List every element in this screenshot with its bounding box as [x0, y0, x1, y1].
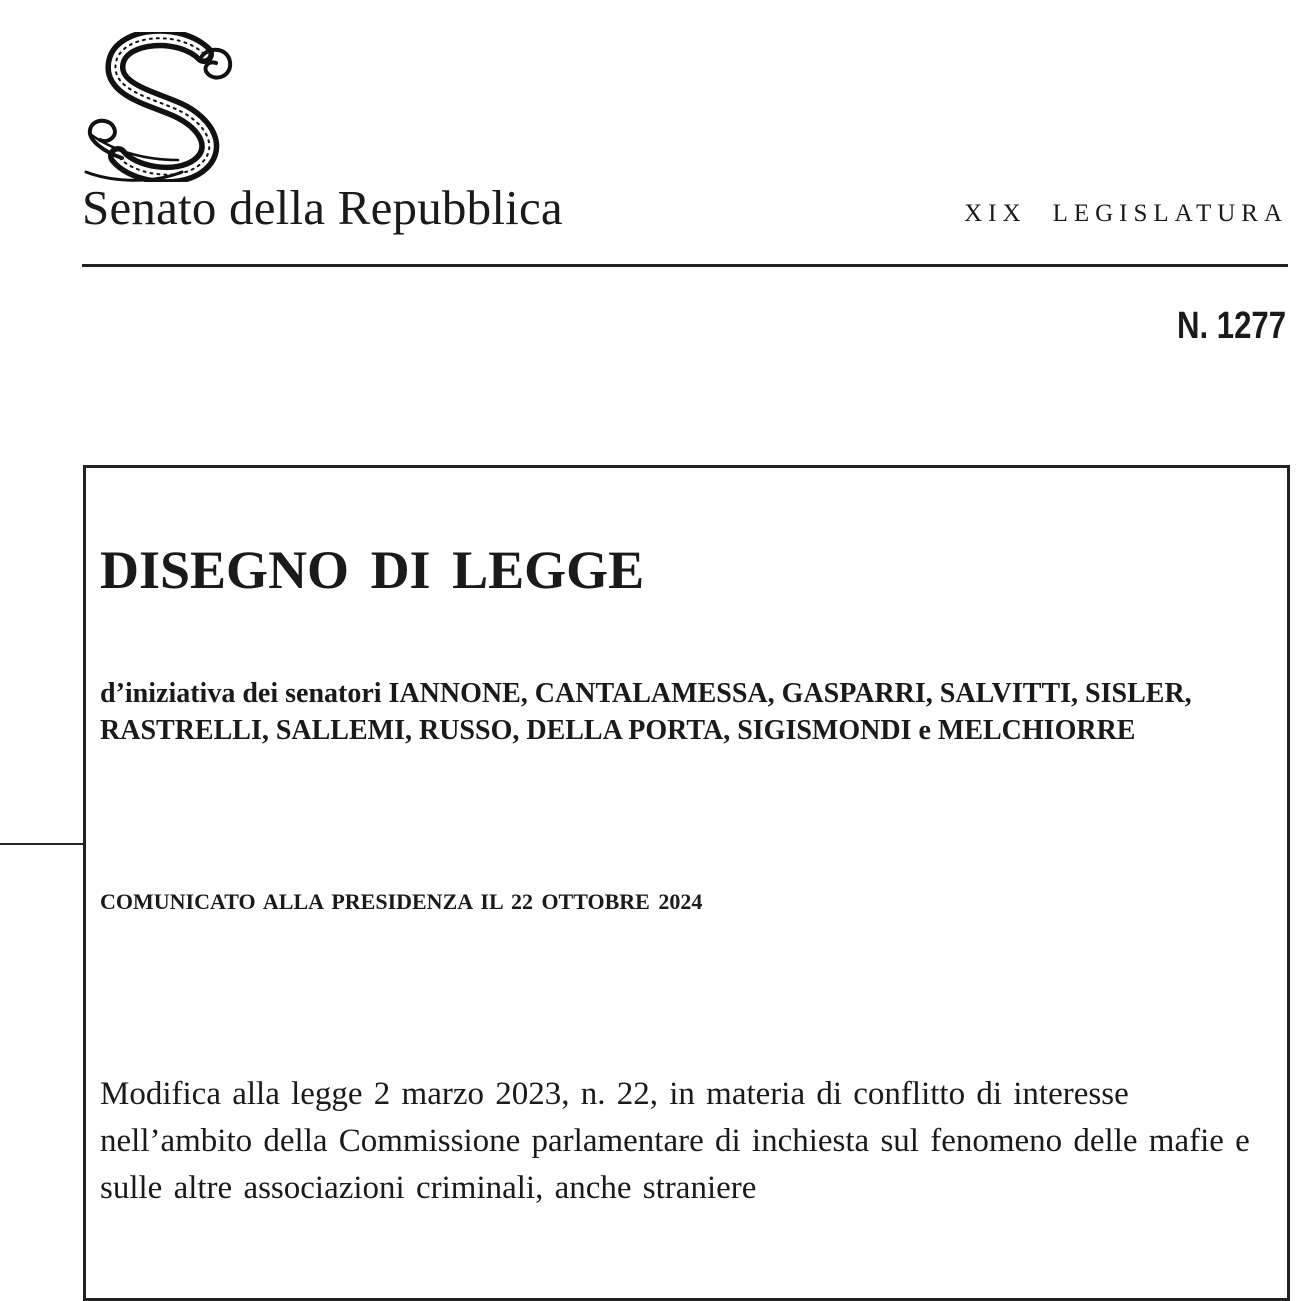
document-type-heading: DISEGNO DI LEGGE: [100, 540, 645, 600]
document-number: N. 1277: [1176, 305, 1286, 347]
header-divider: [82, 264, 1288, 267]
bill-title: Modifica alla legge 2 marzo 2023, n. 22, in materia di conflitto di interesse nell’ambito della Commissione parlamentare di inchiesta sul fenomeno delle mafie e sulle altre associazioni criminali, anche straniere: [100, 1076, 1250, 1206]
side-rule: [0, 843, 84, 845]
legislature-number: XIX: [964, 200, 1027, 227]
legislature-label: [964, 199, 1288, 229]
legislature-word: LEGISLATURA: [1052, 200, 1288, 227]
initiative-senators: d’iniziativa dei senatori IANNONE, CANTALAMESSA, GASPARRI, SALVITTI, SISLER, RASTRELLI, SALLEMI, RUSSO, DELLA PORTA, SIGISMONDI e MELCHIORRE: [100, 678, 1192, 746]
communication-date: COMUNICATO ALLA PRESIDENZA IL 22 OTTOBRE 2024: [100, 889, 703, 914]
senate-logo-icon: [82, 32, 240, 182]
institution-name: Senato della Repubblica: [82, 180, 563, 235]
